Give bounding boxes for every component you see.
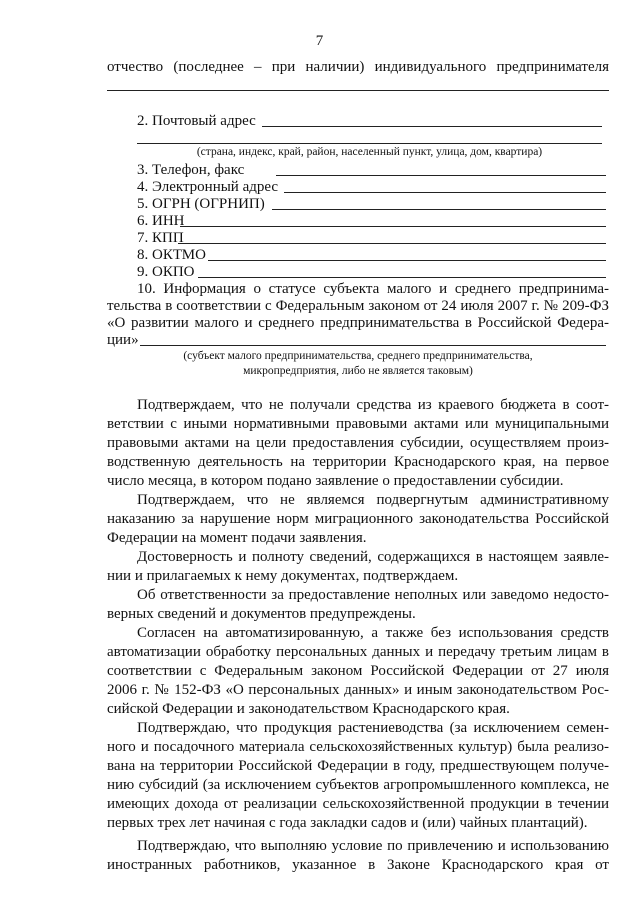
paragraph-3-line-2: нии и прилагаемых к нему документах, подтверждаем. [107, 568, 459, 584]
item10-line-4: ции» [107, 332, 139, 348]
postal-address-line [262, 126, 602, 127]
paragraph-7-line-1: Подтверждаю, что выполняю условие по привлечению и использованию [137, 838, 609, 854]
paragraph-5-line-4: 2006 г. № 152-ФЗ «О персональных данных» и иным законодательством Рос- [107, 682, 609, 698]
intro-line: отчество (последнее – при наличии) индивидуального предпринимателя [107, 59, 609, 75]
paragraph-4-line-1: Об ответственности за предоставление неполных или заведомо недосто- [137, 587, 609, 603]
item10-status-line [140, 345, 606, 346]
paragraph-5-line-5: сийской Федерации и законодательством Краснодарского края. [107, 701, 510, 717]
field-inn: 6. ИНН [137, 213, 185, 229]
paragraph-2-line-1: Подтверждаем, что не являемся подвергнутым административному [137, 492, 609, 508]
field-email: 4. Электронный адрес [137, 179, 279, 195]
postal-address-caption: (страна, индекс, край, район, населенный пункт, улица, дом, квартира) [196, 146, 543, 158]
paragraph-7-line-2: иностранных работников, указанное в Законе Краснодарского края от [107, 857, 609, 873]
paragraph-1-line-5: число месяца, в котором подано заявление о предоставлении субсидии. [107, 473, 564, 489]
paragraph-6-line-3: вана на территории Российской Федерации в году, предшествующем получе- [107, 758, 609, 774]
item10-line-3: «О развитии малого и среднего предпринимательства в Российской Федера- [107, 315, 609, 331]
item10-caption-2: микропредприятия, либо не является таковым) [243, 365, 473, 377]
item10-line-2: тельства в соответствии с Федеральным законом от 24 июля 2007 г. № 209-ФЗ [107, 298, 609, 314]
page-number: 7 [315, 33, 324, 49]
field-phone-fax-line [276, 175, 606, 176]
paragraph-3-line-1: Достоверность и полноту сведений, содержащихся в настоящем заявле- [137, 549, 609, 565]
paragraph-2-line-3: Федерации на момент подачи заявления. [107, 530, 367, 546]
paragraph-1-line-1: Подтверждаем, что не получали средства из краевого бюджета в соот- [137, 397, 609, 413]
field-inn-line [180, 226, 606, 227]
paragraph-6-line-2: ного и посадочного материала сельскохозяйственных культур) была реализо- [107, 739, 609, 755]
paragraph-1-line-3: правовыми актами на цели предоставления субсидии, осуществляем произ- [107, 435, 609, 451]
intro-fill-line [107, 90, 609, 91]
field-oktmo-line [208, 260, 606, 261]
paragraph-6-line-1: Подтверждаю, что продукция растениеводства (за исключением семен- [137, 720, 609, 736]
paragraph-4-line-2: верных сведений и документов предупреждены. [107, 606, 416, 622]
field-oktmo: 8. ОКТМО [137, 247, 206, 263]
paragraph-5-line-3: соответствии с Федеральным законом Российской Федерации от 27 июля [107, 663, 609, 679]
field-ogrn: 5. ОГРН (ОГРНИП) [137, 196, 265, 212]
paragraph-2-line-2: наказанию за нарушение норм миграционного законодательства Российской [107, 511, 609, 527]
item10-caption-1: (субъект малого предпринимательства, среднего предпринимательства, [183, 350, 533, 362]
paragraph-1-line-4: водственную деятельность на территории Краснодарского края, на первое [107, 454, 609, 470]
field-okpo: 9. ОКПО [137, 264, 195, 280]
field-kpp: 7. КПП [137, 230, 184, 246]
paragraph-1-line-2: ветствии с иными нормативными правовыми актами или муниципальными [107, 416, 609, 432]
field-ogrn-line [272, 209, 606, 210]
paragraph-6-line-4: нию субсидий (за исключением субъектов агропромышленного комплекса, не [107, 777, 609, 793]
field-kpp-line [178, 243, 606, 244]
field-okpo-line [198, 277, 606, 278]
postal-address-line-2 [137, 143, 602, 144]
paragraph-5-line-2: автоматизации обработку персональных данных и передачу третьим лицам в [107, 644, 609, 660]
field-email-line [284, 192, 606, 193]
postal-address-label: 2. Почтовый адрес [137, 113, 256, 129]
field-phone-fax: 3. Телефон, факс [137, 162, 245, 178]
paragraph-5-line-1: Согласен на автоматизированную, а также без использования средств [137, 625, 609, 641]
item10-line-1: 10. Информация о статусе субъекта малого и среднего предпринима- [137, 281, 609, 297]
paragraph-6-line-6: первых трех лет начиная с года закладки садов и (или) чайных плантаций). [107, 815, 588, 831]
paragraph-6-line-5: имеющих дохода от реализации сельскохозяйственной продукции в течении [107, 796, 609, 812]
